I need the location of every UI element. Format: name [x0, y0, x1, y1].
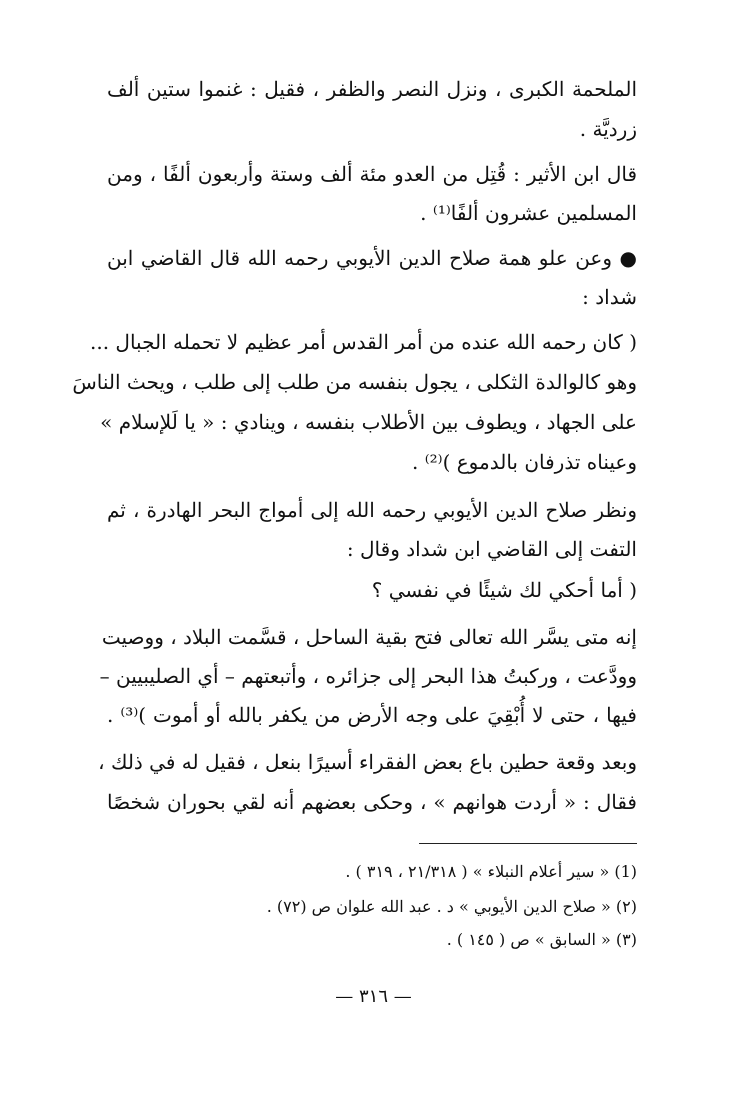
body-line-8: وهو كالوالدة الثكلى ، يجول بنفسه من طلب إلى طلب ، ويحث الناسَ [72, 370, 637, 394]
footnote-2: (٢) « صلاح الدين الأيوبي » د . عبد الله علوان ص (٧٢) . [266, 897, 637, 916]
footnote-1: (1) « سير أعلام النبلاء » ( ٢١/٣١٨ ، ٣١٩ ) . [345, 862, 637, 881]
body-line-5: ● وعن علو همة صلاح الدين الأيوبي رحمه الله قال القاضي ابن [107, 246, 637, 270]
body-line-11: ونظر صلاح الدين الأيوبي رحمه الله إلى أمواج البحر الهادرة ، ثم [107, 498, 637, 522]
body-line-15: وودَّعت ، وركبتُ هذا البحر إلى جزائره ، وأتبعتهم – أي الصليبيين – [99, 664, 637, 688]
body-line-4: المسلمين عشرون ألفًا⁽¹⁾ . [420, 201, 637, 225]
footnote-3: (٣) « السابق » ص ( ١٤٥ ) . [446, 930, 637, 949]
body-line-9: على الجهاد ، ويطوف بين الأطلاب بنفسه ، وينادي : « يا لَلإسلام » [100, 410, 637, 434]
body-line-3: قال ابن الأثير : قُتِل من العدو مئة ألف وستة وأربعون ألفًا ، ومن [107, 162, 637, 186]
body-line-16: فيها ، حتى لا أُبْقِيَ على وجه الأرض من يكفر بالله أو أموت )⁽³⁾ . [107, 703, 637, 727]
page-number: — ٣١٦ — [335, 986, 412, 1007]
body-line-18: فقال : « أردت هوانهم » ، وحكى بعضهم أنه لقي بحوران شخصًا [107, 790, 637, 814]
body-line-2: زرديَّة . [579, 117, 637, 141]
body-line-7: ( كان رحمه الله عنده من أمر القدس أمر عظيم لا تحمله الجبال ... [90, 330, 637, 354]
body-line-12: التفت إلى القاضي ابن شداد وقال : [346, 537, 637, 561]
body-line-10: وعيناه تذرفان بالدموع )⁽²⁾ . [412, 450, 637, 474]
body-line-1: الملحمة الكبرى ، ونزل النصر والظفر ، فقيل : غنموا ستين ألف [107, 77, 637, 101]
body-line-17: وبعد وقعة حطين باع بعض الفقراء أسيرًا بنعل ، فقيل له في ذلك ، [98, 750, 637, 774]
footnote-separator [419, 843, 637, 844]
body-line-6: شداد : [582, 285, 637, 309]
body-line-13: ( أما أحكي لك شيئًا في نفسي ؟ [371, 578, 637, 602]
body-line-14: إنه متى يسَّر الله تعالى فتح بقية الساحل ، قسَّمت البلاد ، ووصيت [101, 625, 637, 649]
